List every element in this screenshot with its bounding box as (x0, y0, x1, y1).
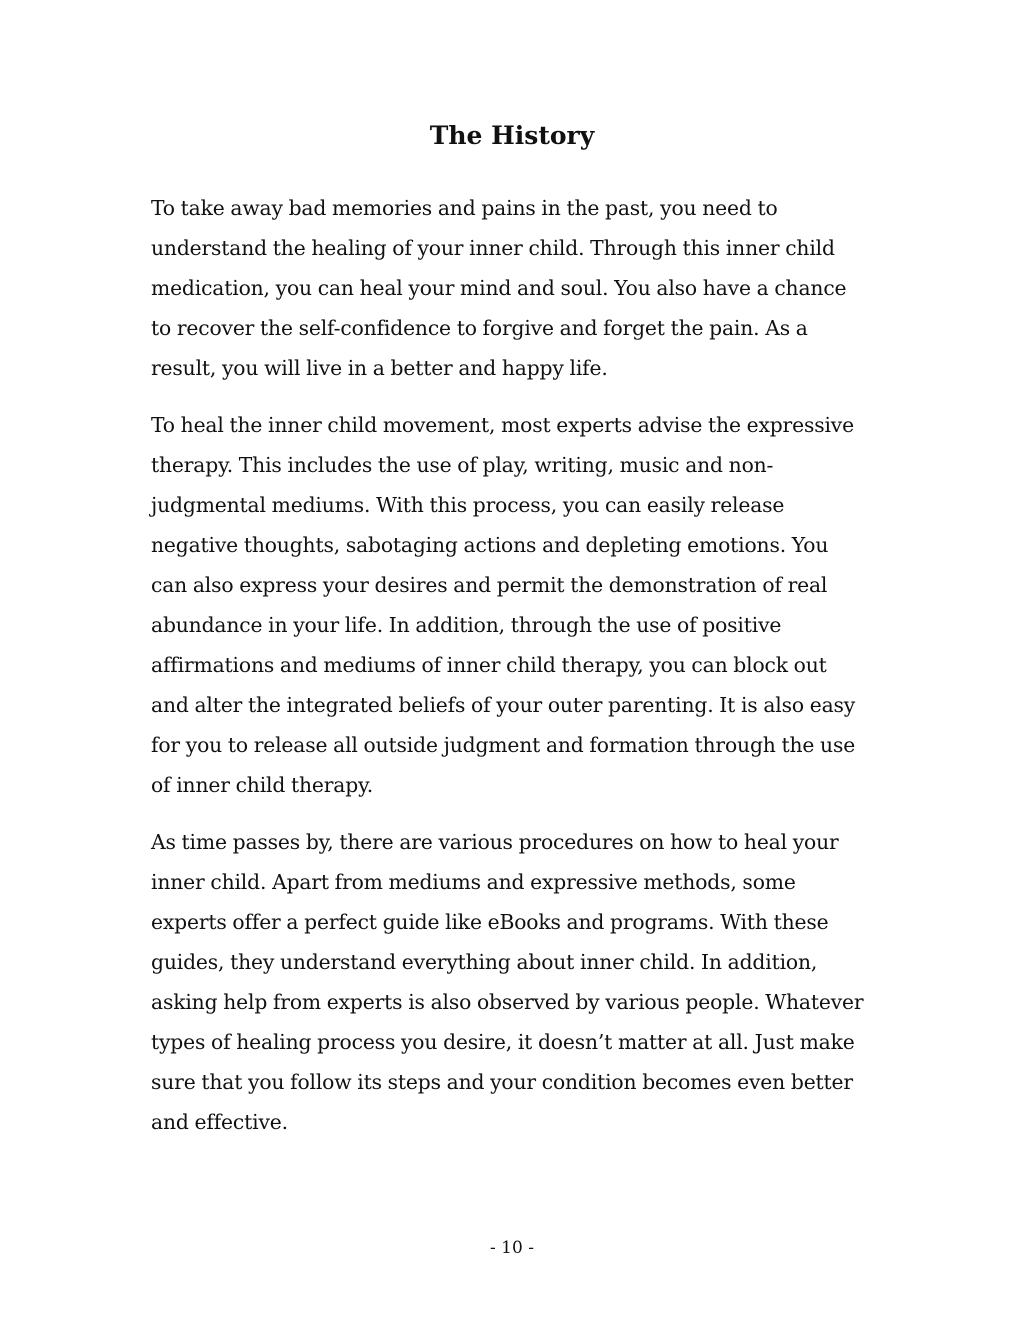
text-line: experts offer a perfect guide like eBooks and programs. With these (151, 910, 829, 934)
text-line: sure that you follow its steps and your condition becomes even better (151, 1070, 853, 1094)
paragraph-1 (151, 188, 881, 388)
text-line: to recover the self-confidence to forgive and forget the pain. As a (151, 316, 808, 340)
text-line: therapy. This includes the use of play, writing, music and non- (151, 453, 774, 477)
text-line: types of healing process you desire, it doesn’t matter at all. Just make (151, 1030, 855, 1054)
paragraph-3 (151, 822, 881, 1142)
text-line: and effective. (151, 1110, 288, 1134)
text-line: for you to release all outside judgment and formation through the use (151, 733, 856, 757)
text-line: asking help from experts is also observed by various people. Whatever (151, 990, 864, 1014)
text-line: negative thoughts, sabotaging actions and depleting emotions. You (151, 533, 829, 557)
text-line: medication, you can heal your mind and soul. You also have a chance (151, 276, 847, 300)
text-line: can also express your desires and permit the demonstration of real (151, 573, 828, 597)
text-line: understand the healing of your inner child. Through this inner child (151, 236, 835, 260)
text-line: guides, they understand everything about inner child. In addition, (151, 950, 818, 974)
text-line: To heal the inner child movement, most experts advise the expressive (151, 413, 854, 437)
text-line: To take away bad memories and pains in the past, you need to (151, 196, 778, 220)
text-line: of inner child therapy. (151, 773, 373, 797)
text-line: and alter the integrated beliefs of your outer parenting. It is also easy (151, 693, 856, 717)
text-line: As time passes by, there are various procedures on how to heal your (151, 830, 839, 854)
paragraph-2 (151, 405, 881, 805)
page-title: The History (429, 121, 595, 150)
page-number: - 10 - (490, 1238, 534, 1258)
text-line: affirmations and mediums of inner child therapy, you can block out (151, 653, 827, 677)
text-line: inner child. Apart from mediums and expressive methods, some (151, 870, 796, 894)
body-text (151, 188, 881, 1159)
text-line: result, you will live in a better and happy life. (151, 356, 608, 380)
text-line: abundance in your life. In addition, through the use of positive (151, 613, 782, 637)
text-line: judgmental mediums. With this process, you can easily release (151, 493, 785, 517)
